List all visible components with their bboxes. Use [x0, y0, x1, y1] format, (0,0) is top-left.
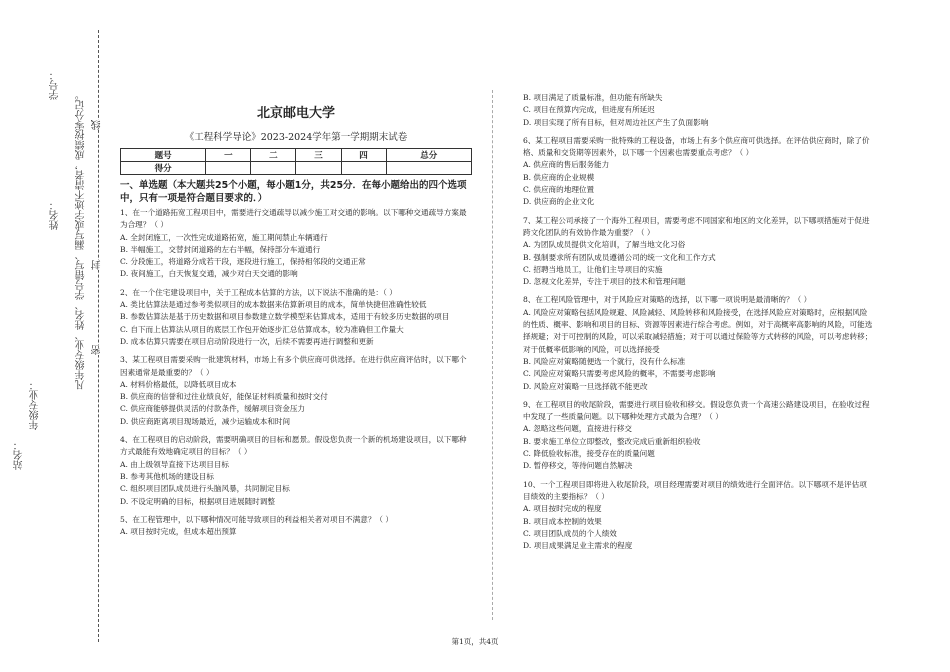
question: [120, 434, 472, 508]
question-stem: 7、某工程公司承接了一个海外工程项目，需要考虑不同国家和地区的文化差异，以下哪项措施对于促进跨文化团队的有效协作最为重要？（ ）: [523, 215, 870, 237]
score-header: 总分: [386, 149, 471, 162]
page-footer: 第1页，共4页: [451, 637, 499, 646]
answer-option[interactable]: B. 项目满足了质量标准，但功能有所缺失: [523, 93, 663, 102]
score-header: 一: [206, 149, 251, 162]
question-stem: 5、在工程管理中，以下哪种情况可能导致项目的利益相关者对项目不满意？（ ）: [120, 514, 394, 524]
answer-option[interactable]: D. 风险应对策略一旦选择就不能更改: [523, 381, 648, 391]
question: [523, 294, 873, 392]
score-cell[interactable]: [341, 162, 386, 175]
answer-option[interactable]: D. 夜间施工，白天恢复交通，减少对白天交通的影响: [120, 269, 298, 279]
question: [120, 354, 472, 428]
right-column: [523, 92, 873, 558]
answer-option[interactable]: C. 项目在预算内完成，但进度有所延迟: [523, 105, 655, 115]
score-header: 二: [251, 149, 296, 162]
section-title: 一、单选题（本大题共25个小题，每小题1分，共25分．在每小题给出的四个选项中，只有一项是符合题目要求的．）: [120, 180, 467, 204]
answer-option[interactable]: B. 项目成本控制的效果: [523, 516, 602, 526]
answer-option[interactable]: A. 材料价格最低，以降低项目成本: [120, 379, 237, 389]
answer-option[interactable]: A. 类比估算法是通过参考类似项目的成本数据来估算新项目的成本，简单快捷但准确性较低: [120, 300, 427, 310]
student-id-label: 学号：: [50, 70, 61, 100]
question-stem: 3、某工程项目需要采购一批建筑材料，市场上有多个供应商可供选择。在进行供应商评估时，以下哪个因素通常是最重要的？（ ）: [120, 355, 467, 377]
station-label: 站名：: [14, 440, 25, 470]
binding-margin: [0, 0, 110, 672]
question: [120, 514, 472, 539]
seal-char-xian: 线: [92, 120, 103, 130]
score-table: [120, 148, 472, 175]
answer-option[interactable]: A. 项目按时完成，但成本超出预算: [120, 527, 237, 537]
question: [120, 287, 472, 348]
name-label: 姓名：: [50, 200, 61, 230]
score-cell[interactable]: [206, 162, 251, 175]
answer-option[interactable]: C. 招聘当地员工，让他们主导项目的实施: [523, 264, 663, 274]
answer-option[interactable]: B. 强制要求所有团队成员遵循公司的统一文化和工作方式: [523, 252, 716, 262]
question-stem: 2、在一个住宅建设项目中，关于工程成本估算的方法，以下说法不准确的是：（ ）: [120, 287, 397, 297]
answer-option[interactable]: A. 由上级领导直接下达项目目标: [120, 459, 230, 469]
score-header: 三: [296, 149, 341, 162]
university-title: 北京邮电大学: [256, 106, 335, 121]
answer-option[interactable]: A. 为团队成员提供文化培训，了解当地文化习俗: [523, 240, 686, 250]
answer-option[interactable]: D. 项目实现了所有目标，但对周边社区产生了负面影响: [523, 117, 709, 127]
answer-option[interactable]: B. 参数估算法是基于历史数据和项目参数建立数学模型来估算成本，适用于有较多历史数据的项目: [120, 312, 450, 322]
score-cell[interactable]: [251, 162, 296, 175]
score-row-label: 得分: [121, 162, 206, 175]
answer-option[interactable]: A. 忽略这些问题，直接进行移交: [523, 424, 633, 434]
answer-option[interactable]: C. 项目团队成员的个人绩效: [523, 528, 617, 538]
binding-instruction: 凡年级专业、姓名、学号错写、漏写或字迹不清者，成绩按零分记。: [76, 90, 87, 390]
question: [523, 479, 873, 553]
question-stem: 1、在一个道路拓宽工程项目中，需要进行交通疏导以减少施工对交通的影响。以下哪种交通疏导方案最为合理？（ ）: [120, 208, 467, 230]
answer-option[interactable]: B. 供应商的企业规模: [523, 172, 595, 182]
answer-option[interactable]: C. 组织项目团队成员进行头脑风暴，共同制定目标: [120, 484, 290, 494]
score-cell[interactable]: [296, 162, 341, 175]
question-stem: 4、在工程项目的启动阶段，需要明确项目的目标和愿景。假设您负责一个新的机场建设项目，以下哪种方式最能有效地确定项目的目标？（ ）: [120, 435, 467, 457]
column-divider: [492, 90, 493, 620]
answer-option[interactable]: B. 要求施工单位立即整改，整改完成后重新组织验收: [523, 436, 701, 446]
answer-option[interactable]: D. 供应商距离项目现场最近，减少运输成本和时间: [120, 416, 291, 426]
question-stem: 8、在工程风险管理中，对于风险应对策略的选择，以下哪一项说明是最清晰的？（ ）: [523, 295, 812, 305]
question: [523, 135, 873, 209]
answer-option[interactable]: B. 参考其他机场的建设目标: [120, 471, 214, 481]
answer-option[interactable]: C. 分段施工，将道路分成若干段，逐段进行施工，保持相邻段的交通正常: [120, 257, 366, 267]
answer-option[interactable]: C. 供应商能够提供灵活的付款条件，缓解项目资金压力: [120, 404, 306, 414]
exam-subtitle: 《工程科学导论》2023-2024学年第一学期期末试卷: [184, 132, 408, 143]
answer-option[interactable]: C. 风险应对策略只需要考虑风险的概率，不需要考虑影响: [523, 369, 716, 379]
answer-option[interactable]: B. 半幅施工，交替封闭道路的左右半幅，保持部分车道通行: [120, 244, 321, 254]
right-question-list: [523, 135, 873, 553]
left-question-list: [120, 207, 472, 538]
grade-major-label: 年级专业：: [30, 380, 41, 430]
question-stem: 6、某工程项目需要采购一批特殊的工程设备，市场上有多个供应商可供选择。在评估供应商时，除了价格、质量和交货期等因素外，以下哪一个因素也需要重点考虑？（ ）: [523, 135, 870, 158]
answer-option[interactable]: C. 自下而上估算法从项目的底层工作包开始逐步汇总估算成本，较为准确但工作量大: [120, 324, 404, 334]
seal-char-feng: 封: [92, 260, 103, 270]
question: [523, 399, 873, 473]
question-5-continued: [523, 92, 873, 129]
answer-option[interactable]: D. 成本估算只需要在项目启动阶段进行一次，后续不需要再进行调整和更新: [120, 336, 374, 346]
answer-option[interactable]: D. 供应商的企业文化: [523, 197, 595, 207]
answer-option[interactable]: A. 风险应对策略包括风险规避、风险减轻、风险转移和风险接受，在选择风险应对策略时，应根据风险的性质、概率、影响和项目的目标、资源等因素进行综合考虑。例如，对于高概率高影响的风险，可能选择规避；对于可控制的风险，可以采取减轻措施；对于可以通过保险等方式转移的风险，可以考虑转移；对于低概率低影响的风险，可以选择接受: [523, 307, 873, 354]
question-stem: 9、在工程项目的收尾阶段，需要进行项目验收和移交。假设您负责一个高速公路建设项目，在验收过程中发现了一些质量问题。以下哪种处理方式最为合理？（ ）: [523, 399, 870, 422]
score-header: 题号: [121, 149, 206, 162]
question: [523, 215, 873, 289]
answer-option[interactable]: A. 供应商的售后服务能力: [523, 160, 610, 170]
answer-option[interactable]: B. 风险应对策略随便选一个就行，没有什么标准: [523, 356, 686, 366]
answer-option[interactable]: D. 暂停移交，等待问题自然解决: [523, 461, 633, 471]
left-column: [120, 90, 472, 544]
answer-option[interactable]: A. 全封闭施工，一次性完成道路拓宽，施工期间禁止车辆通行: [120, 232, 328, 242]
answer-option[interactable]: D. 项目成果满足业主需求的程度: [523, 541, 633, 551]
answer-option[interactable]: C. 降低验收标准，接受存在的质量问题: [523, 449, 655, 459]
score-cell[interactable]: [386, 162, 471, 175]
question: [120, 207, 472, 281]
answer-option[interactable]: A. 项目按时完成的程度: [523, 504, 602, 514]
answer-option[interactable]: D. 忽视文化差异，专注于项目的技术和管理问题: [523, 277, 686, 287]
score-header: 四: [341, 149, 386, 162]
question-stem: 10、一个工程项目即将进入收尾阶段，项目经理需要对项目的绩效进行全面评估。以下哪项不是评估项目绩效的主要指标？（ ）: [523, 479, 867, 501]
seal-char-mi: 密: [92, 345, 103, 355]
answer-option[interactable]: D. 不设定明确的目标，根据项目进展随时调整: [120, 496, 275, 506]
answer-option[interactable]: C. 供应商的地理位置: [523, 185, 595, 195]
answer-option[interactable]: B. 供应商的信誉和过往业绩良好，能保证材料质量和按时交付: [120, 392, 328, 402]
